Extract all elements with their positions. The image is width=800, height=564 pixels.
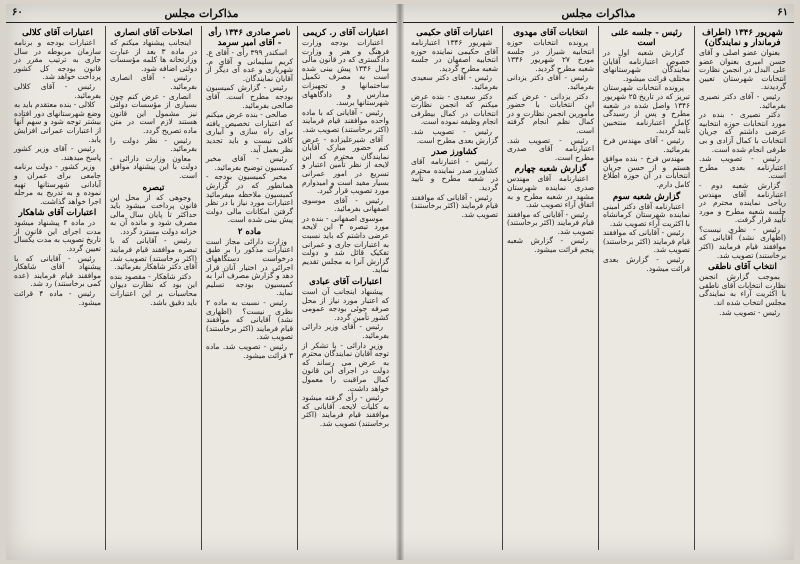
paragraph: رئیس - آقای انصاری بفرمائید. bbox=[110, 73, 197, 91]
right-page-header bbox=[403, 6, 794, 23]
paragraph: انصاری - عرض کنم چون بسیاری از مؤسسات دولتی نیز مشمول این قانون هستند لازم است در متن ماده تصریح گردد. bbox=[110, 91, 197, 135]
paragraph: رئیس - آقای موسوی اصفهانی بفرمائید. bbox=[302, 195, 389, 214]
paragraph: مهندس فرخ - بنده موافق هستم و از حسن جریان انتخابات در آن حوزه اطلاع کامل دارم. bbox=[603, 154, 690, 189]
left-page bbox=[6, 4, 397, 560]
section-heading: اعتبارات آقای کلالی bbox=[22, 28, 93, 38]
text-column bbox=[407, 26, 502, 550]
paragraph: رئیس - گزارش شعبه پنجم قرائت میشود. bbox=[507, 236, 594, 255]
paragraph: وزارت دارائی مجاز است اعتبارات مذکور را بر طبق درخواست دستگاههای اجرائی در اختیار آنان قرار دهد و گزارش مصرف آنرا به کمیسیون بودجه تسلیم نماید. bbox=[206, 236, 293, 298]
section-heading: ناصر صادری ۱۳۴۶ رأی - آقای امیر سرمد bbox=[208, 28, 291, 48]
paragraph: رئیس - آقایانی که با پیشنهاد آقای شاهکار موافقند قیام فرمایند (عده کمی برخاستند) رد شد. bbox=[14, 253, 101, 289]
section-heading: اصلاحات آقای انصاری bbox=[114, 28, 193, 38]
text-column bbox=[297, 26, 393, 550]
paragraph: بموجب گزارش انجمن نظارت انتخابات آقای ناطقی با اکثریت آراء به نمایندگی مجلس انتخاب شده اند. bbox=[699, 272, 786, 308]
paragraph: رئیس - آقای مخبر کمیسیون توضیح بفرمائید. bbox=[206, 154, 293, 172]
paragraph: اعتبارنامه آقای دکتر امینی نماینده شهرستان کرمانشاه با اکثریت آراء تصویب شد. bbox=[603, 201, 690, 228]
paragraph: رئیس - تصویب شد. گزارش بعدی مطرح است. bbox=[411, 126, 498, 145]
paragraph: رئیس - تصویب شد. bbox=[719, 307, 780, 317]
paragraph: وجوهی که از محل این قانون پرداخت میشود باید حداکثر تا پایان سال مالی مصرف شود و مانده آن به خزانه دولت مسترد گردد. bbox=[110, 192, 197, 236]
text-column bbox=[10, 26, 105, 550]
left-page-columns bbox=[10, 26, 393, 550]
paragraph: شهریور ۱۳۴۶ اعتبارنامه آقای حکیمی نماینده حوزه انتخابیه اصفهان در جلسه شعبه مطرح گردید. bbox=[411, 38, 498, 73]
paragraph: موسوی اصفهانی - بنده در مورد تبصره ۳ این لایحه عرضی داشتم که باید نسبت به اعتبارات جاری و عمرانی تفکیک قائل شد و دولت گزارش آنرا به مجلس تقدیم نماید. bbox=[302, 213, 389, 275]
section-heading: اعتبارات آقای حکیمی bbox=[416, 28, 493, 38]
paragraph: رئیس - آقایانی که موافقند قیام فرمایند (اکثر برخاستند) تصویب شد. bbox=[507, 209, 594, 236]
section-heading: اعتبارات آقای شاهکار bbox=[18, 208, 97, 219]
paragraph: رئیس - آقای دکتر سعیدی بفرمائید. bbox=[411, 73, 498, 91]
paragraph: پرونده انتخابات شهرستان تبریز که در تاریخ ۲۵ شهریور ۱۳۴۶ واصل شده در شعبه مطرح و پس از رسیدگی کامل اعتبارنامه منتخبین تأیید گردید. bbox=[603, 83, 690, 136]
paragraph: دکتر یزدانی - عرض کنم این انتخابات با حضور مأمورین انجمن نظارت و در کمال نظم انجام گرفته است. bbox=[507, 91, 594, 135]
left-page-header bbox=[6, 6, 397, 23]
paragraph: رئیس - آقای دکتر نصیری بفرمائید. bbox=[699, 91, 786, 110]
paragraph: معاون وزارت دارائی - دولت با این پیشنهاد موافق است. bbox=[110, 153, 197, 180]
paragraph: رئیس - نظر دولت را بفرمائید. bbox=[110, 135, 197, 154]
paragraph: رئیس - آقایانی که با تبصره موافقند قیام فرمایند (اکثر برخاستند) تصویب شد. آقای دکتر شاهکار بفرمائید. bbox=[110, 236, 197, 272]
right-page-columns bbox=[407, 26, 790, 550]
paragraph: رئیس - ماده ۴ قرائت میشود. bbox=[14, 289, 101, 307]
text-column bbox=[105, 26, 201, 550]
paragraph: وزیر دارائی - با تشکر از توجه آقایان نمایندگان محترم به عرض می رساند که دولت در اجرای این قانون کمال مراقبت را معمول خواهد داشت. bbox=[302, 340, 389, 393]
paragraph: پیشنهاد اینجانب آن است که اعتبار مورد نیاز از محل صرفه جوئی بودجه عمومی کشور تأمین گردد. bbox=[302, 287, 389, 322]
left-page-number: ۶۰ bbox=[12, 7, 23, 18]
paragraph: مخبر کمیسیون بودجه - همانطور که در گزارش کمیسیون ملاحظه میفرمائید اعتبارات مورد نیاز با در نظر گرفتن امکانات مالی دولت پیش بینی شده است. bbox=[206, 172, 293, 225]
paragraph: رئیس - آقای کلالی بفرمائید. bbox=[14, 81, 101, 100]
section-heading: اعتبارات آقای ر. کریمی bbox=[302, 28, 389, 38]
paragraph: رئیس - آقای وزیر کشور پاسخ میدهند. bbox=[14, 144, 101, 162]
paragraph: گزارش شعبه اول در خصوص اعتبارنامه آقایان نمایندگان شهرستانهای مختلف قرائت میشود. bbox=[603, 48, 690, 83]
section-heading: رئیس - جلسه علنی است bbox=[611, 28, 682, 48]
paragraph: دکتر سعیدی - بنده عرض میکنم که انجمن نظارت انتخابات در کمال بیطرفی انجام وظیفه نموده است. bbox=[411, 91, 498, 127]
paragraph: آقای شیرعلیزاده - عرض کنم حضور مبارک آقایان نمایندگان محترم که این لایحه از نظر تأمین اعتبار و تسریع در امور عمرانی بسیار مفید است و امیدوارم مورد تصویب قرار گیرد. bbox=[302, 134, 389, 196]
paragraph: اعتبارنامه آقای مهندس صدری نماینده شهرستان مشهد در شعبه مطرح و به اتفاق آراء تصویب شد. bbox=[507, 174, 594, 210]
paragraph: دکتر شاهکار - مقصود بنده این بود که نظارت دیوان محاسبات بر این اعتبارات باید دقیق باشد. bbox=[110, 271, 197, 307]
section-heading: گزارش شعبه چهارم bbox=[514, 164, 587, 175]
paragraph: رئیس - آقای مهندس فرخ بفرمائید. bbox=[603, 135, 690, 154]
paragraph: رئیس - تصویب شد. ماده ۳ قرائت میشود. bbox=[206, 342, 293, 360]
section-heading: شهریور ۱۳۴۶ (اطراف فرماندار و نمایندگان) bbox=[702, 28, 783, 48]
paragraph: گزارش شعبه دوم - اعتبارنامه آقای مهندس ریاحی نماینده محترم در جلسه شعبه مطرح و مورد تأیید قرار گرفت. bbox=[699, 180, 786, 225]
paragraph: اسکندر ۳۹۹ رأی - آقای ع. کریم سلیمانی و آقای م. شهریاری و عده ای دیگر از آقایان نمایندگان. bbox=[206, 48, 293, 83]
text-column bbox=[502, 26, 598, 550]
paragraph: رئیس - آقای وزیر دارائی بفرمائید. bbox=[302, 322, 389, 340]
paragraph: رئیس - نظری نیست؟ (اظهاری نشد) آقایانی که موافقند قیام فرمایند (اکثر برخاستند) تصویب شد. bbox=[699, 224, 786, 260]
section-heading: اعتبارات آقای عبادی bbox=[309, 277, 382, 288]
paragraph: رئیس - تصویب شد. اعتبارنامه آقای صدری مطرح است. bbox=[507, 135, 594, 162]
paragraph: رئیس - آقایانی که موافقند قیام فرمایند (اکثر برخاستند) تصویب شد. bbox=[411, 192, 498, 219]
text-column bbox=[201, 26, 297, 550]
paragraph: رئیس - آقای دکتر یزدانی بفرمائید. bbox=[507, 73, 594, 91]
paragraph: وزیر کشور - دولت برنامه جامعی برای عمران و آبادانی شهرستانها تهیه نموده و به تدریج به مرحله اجرا خواهد گذاشت. bbox=[14, 162, 101, 206]
paragraph: رئیس - اعتبارنامه آقای کشاورز صدر نماینده محترم در شعبه مطرح و تأیید گردید. bbox=[411, 157, 498, 192]
section-heading: تبصره bbox=[142, 182, 165, 193]
newspaper-spread bbox=[6, 4, 794, 560]
right-page-number: ۶۱ bbox=[777, 7, 788, 18]
right-page bbox=[403, 4, 794, 560]
paragraph: صالحی - بنده عرض میکنم که اعتبارات تخصیص یافته برای راه سازی و آبیاری کافی نیست و باید تجدید نظر بعمل آید. bbox=[206, 110, 293, 154]
section-heading: انتخابات آقای مهدوی bbox=[513, 28, 588, 38]
section-heading: کشاورز صدر bbox=[431, 147, 478, 158]
section-heading: گزارش شعبه سوم bbox=[612, 191, 681, 202]
text-column bbox=[598, 26, 694, 550]
paragraph: رئیس - رأی گرفته میشود به کلیات لایحه. آقایانی که موافقند قیام فرمایند (اکثر برخاستند) تصویب شد. bbox=[302, 393, 389, 428]
right-page-title: مذاکرات مجلس bbox=[561, 7, 636, 20]
paragraph: اعتبارات بودجه وزارت فرهنگ و هنر و وزارت دادگستری که در قانون مالی سال ۱۳۴۶ پیش بینی شده است به مصرف تکمیل ساختمانها و تجهیزات مدارس و دادگاههای شهرستانها برسد. bbox=[302, 38, 389, 108]
paragraph: اینجانب پیشنهاد میکنم که در ماده ۳ بعد از عبارت وزارتخانه ها کلمه مؤسسات دولتی اضافه شود. bbox=[110, 38, 197, 73]
paragraph: رئیس - نسبت به ماده ۲ نظری نیست؟ (اظهاری نشد) آقایانی که موافقند قیام فرمایند (اکثر برخاستند) تصویب شد. bbox=[206, 298, 293, 342]
paragraph: رئیس - تصویب شد. اعتبارنامه بعدی مطرح است. bbox=[699, 154, 786, 181]
paragraph: رئیس - آقایانی که موافقند قیام فرمایند (اکثر برخاستند) تصویب شد. bbox=[603, 228, 690, 255]
paragraph: در ماده ۴ پیشنهاد میشود مدت اجرای این قانون از تاریخ تصویب به مدت یکسال تعیین گردد. bbox=[14, 218, 101, 254]
left-page-title: مذاکرات مجلس bbox=[164, 7, 239, 20]
paragraph: رئیس - گزارش بعدی قرائت میشود. bbox=[603, 255, 690, 273]
paragraph: اعتبارات بودجه و برنامه سازمان مربوطه در سال جاری به ترتیب مقرر در قانون بودجه کل کشور پرداخت خواهد شد. bbox=[14, 38, 101, 82]
paragraph: رئیس - گزارش کمیسیون بودجه مطرح است. آقای صالحی بفرمائید. bbox=[206, 83, 293, 110]
paragraph: رئیس - آقایانی که با ماده واحده موافقند قیام فرمایند (اکثر برخاستند) تصویب شد. bbox=[302, 107, 389, 134]
section-heading: انتخاب آقای ناطقی bbox=[708, 262, 777, 273]
section-heading: ماده ۲ bbox=[237, 226, 262, 237]
text-column bbox=[694, 26, 790, 550]
paragraph: بعنوان عضو اصلی و آقای حسن امیری بعنوان عضو علی البدل در انجمن نظارت انتخابات شهرستان تعیین گردیدند. bbox=[699, 48, 786, 92]
paragraph: پرونده انتخابات حوزه انتخابیه شیراز در جلسه مورخ ۲۷ شهریور ۱۳۴۶ شعبه مطرح گردید. bbox=[507, 38, 594, 73]
paragraph: دکتر نصیری - بنده در مورد انتخابات حوزه انتخابیه عرضی داشتم که جریان انتخابات با کمال آزادی و بی طرفی انجام شده است. bbox=[699, 110, 786, 154]
paragraph: کلالی - بنده معتقدم باید به وضع شهرستانهای دور افتاده بیشتر توجه شود و سهم آنها از اعتبارات عمرانی افزایش یابد. bbox=[14, 100, 101, 144]
